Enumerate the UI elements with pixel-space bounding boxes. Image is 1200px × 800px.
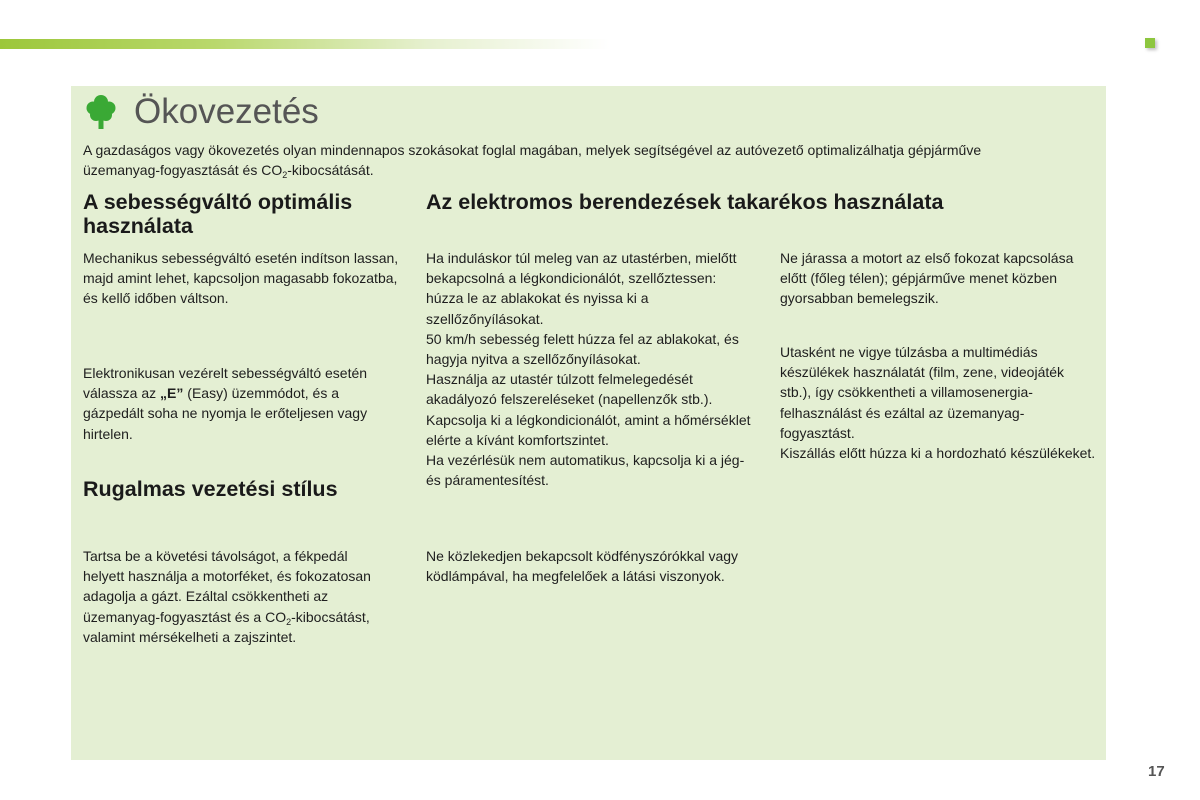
flexible-heading: Rugalmas vezetési stílus: [83, 477, 338, 501]
electrical-heading: Az elektromos berendezések takarékos használata: [426, 190, 944, 214]
gearbox-p2-end: (Easy) üzemmódot, és a gázpedált soha ne nyomja le erőteljesen vagy hirtelen.: [83, 385, 368, 442]
intro-line-2-end: -kibocsátását.: [287, 162, 374, 178]
electrical-col1-paragraph-2: Ne közlekedjen bekapcsolt ködfényszórókkal vagy ködlámpával, ha megfelelőek a látási viszonyok.: [426, 548, 739, 585]
electrical-col1-paragraph-1: Ha induláskor túl meleg van az utastérben, mielőtt bekapcsolná a légkondicionálót, szellőztessen: húzza le az ablakokat és nyissa ki a szellőzőnyílásokat. 50 km/h sebesség felett húzza fel az ablakokat, és hagyja nyitva a szellőzőnyílásokat. Használja az utastér túlzott felmelegedését akadályozó felszereléseket (napellenzők stb.). Kapcsolja ki a légkondicionálót, amint a hőmérséklet elérte a kívánt komfortszintet. Ha vezérlésük nem automatikus, kapcsolja ki a jég- és páramentesítést.: [426, 250, 751, 489]
gearbox-p2-start: Elektronikusan vezérelt sebességváltó esetén válassza az: [83, 365, 368, 402]
intro-subscript: 2: [282, 170, 288, 180]
flexible-subscript: 2: [286, 616, 292, 627]
intro-line-2-start: üzemanyag-fogyasztását és CO: [83, 162, 283, 178]
header-accent-bar: [0, 39, 610, 49]
easy-mode-label: „E”: [160, 385, 184, 402]
electrical-col2-paragraph-1: Ne járassa a motort az első fokozat kapcsolása előtt (főleg télen); gépjárműve menet közben gyorsabban bemelegszik.: [780, 250, 1074, 307]
electrical-col2-paragraph-2: Utasként ne vigye túlzásba a multimédiás készülékek használatát (film, zene, videojáték stb.), így csökkentheti a villamosenergia-felhasználást és ezáltal az üzemanyag-fogyasztást. Kiszállás előtt húzza ki a hordozható készülékeket.: [780, 344, 1096, 462]
flexible-paragraph: [83, 546, 385, 647]
gearbox-heading: A sebességváltó optimális használata: [83, 190, 353, 238]
gearbox-paragraph-1: Mechanikus sebességváltó esetén indítson lassan, majd amint lehet, kapcsoljon magasabb fokozatba, és kellő időben váltson.: [83, 250, 399, 307]
intro-line-1: A gazdaságos vagy ökovezetés olyan mindennapos szokásokat foglal magában, melyek segítségével az autóvezető optimalizálhatja gépjárműve: [83, 142, 982, 158]
page-number: 17: [1148, 763, 1165, 780]
flexible-p-start: Tartsa be a követési távolságot, a fékpedál helyett használja a motorféket, és fokozatosan adagolja a gázt. Ezáltal csökkentheti az üzemanyag-fogyasztást és a CO: [83, 548, 371, 625]
page-title: Ökovezetés: [134, 92, 319, 131]
gearbox-paragraph-2: [83, 363, 401, 444]
corner-marker: [1145, 38, 1155, 48]
flexible-p-end: -kibocsátást, valamint mérsékelheti a zajszintet.: [83, 608, 370, 645]
tree-icon: [86, 94, 116, 130]
intro-paragraph: [83, 140, 1093, 180]
